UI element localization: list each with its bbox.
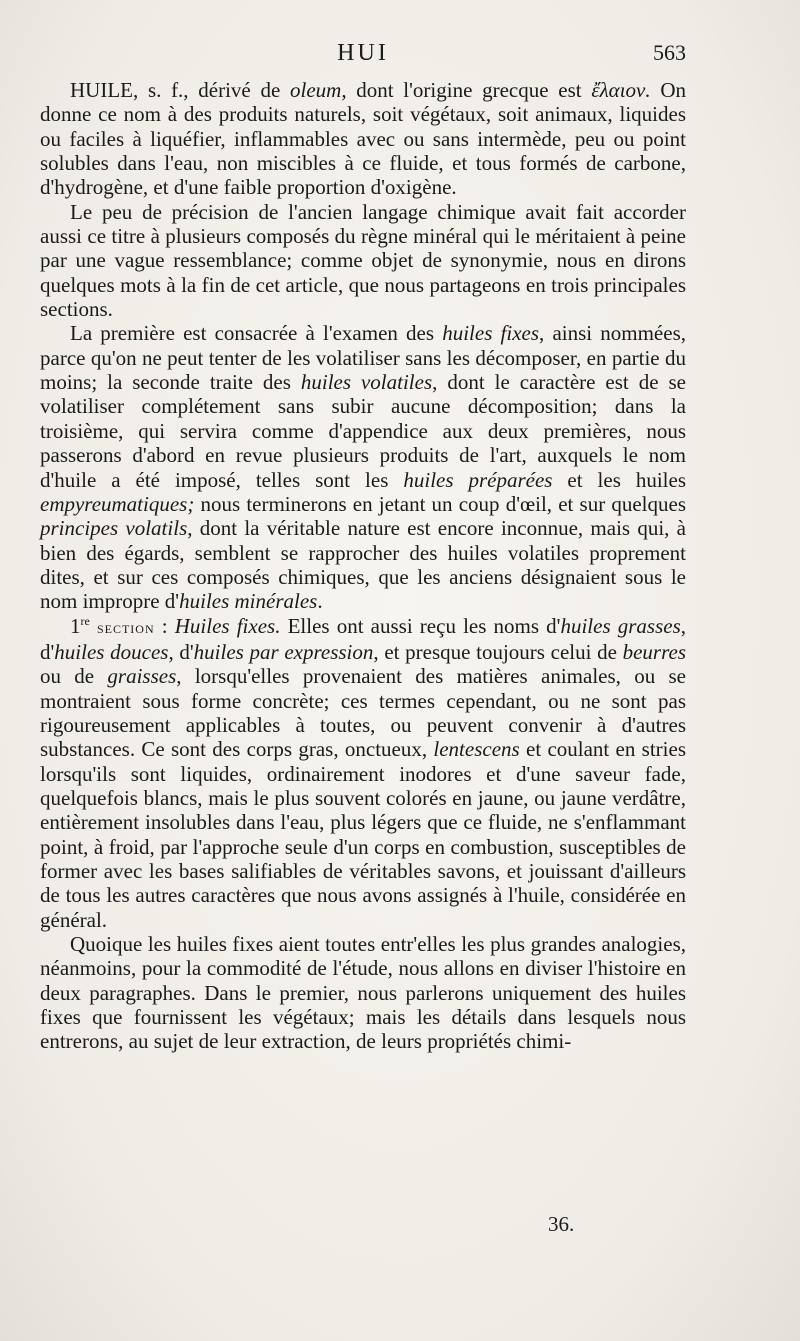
- body-text: [40, 78, 686, 1054]
- page-number: 563: [653, 40, 686, 65]
- section-number: 1: [70, 613, 81, 638]
- page-header: [40, 40, 686, 74]
- latin-term: oleum: [289, 78, 342, 102]
- paragraph-division: Quoique les huiles fixes aient toutes entr'elles les plus grandes analogies, néanmoins, pour la commodité de l'étude, nous allons en diviser l'histoire en deux paragraphes. Dans le premier, nous parlerons uniquement des huiles fixes que fournissent les végétaux; mais les détails dans lesquels nous entrerons, au sujet de leur extraction, de leurs propriétés chimi-: [40, 932, 686, 1054]
- paragraph-definition: HUILE, s. f., dérivé de oleum, dont l'origine grecque est ἔλαιον. On donne ce nom à des produits naturels, soit végétaux, soit animaux, liquides ou faciles à liquéfier, inflammables avec ou sans intermède, peu ou point solubles dans l'eau, non miscibles à ce fluide, et tous formés de carbone, d'hydrogène, et d'une faible proportion d'oxigène.: [40, 78, 686, 200]
- entry-term: HUILE: [70, 78, 133, 102]
- paragraph-section-one: 1re section : Huiles fixes. Elles ont aussi reçu les noms d'huiles grasses, d'huiles douces, d'huiles par expression, et presque toujours celui de beurres ou de graisses, lorsqu'elles provenaient des matières animales, ou se montraient sous forme concrète; ces termes cependant, ou ne sont pas rigoureusement applicables à toutes, ou peuvent convenir à d'autres substances. Ce sont des corps gras, onctueux, lentescens et coulant en stries lorsqu'ils sont liquides, ordinairement inodores et d'une saveur fade, quelquefois blancs, mais le plus souvent colorés en jaune, ou jaune verdâtre, entièrement insolubles dans l'eau, plus légers que ce fluide, ne s'enflammant point, à froid, par l'approche seule d'un corps en combustion, susceptibles de former avec les bases salifiables de véritables savons, et jouissant d'ailleurs de tous les autres caractères que nous avons assignés à l'huile, considérée en général.: [40, 613, 687, 932]
- running-head: HUI: [337, 40, 389, 66]
- paragraph-sections: La première est consacrée à l'examen des huiles fixes, ainsi nommées, parce qu'on ne peut tenter de les volatiliser sans les décomposer, en partie du moins; la seconde traite des huiles volatiles, dont le caractère est de se volatiliser complétement sans subir aucune décomposition; dans la troisième, qui servira comme d'appendice aux deux premières, nous passerons d'abord en revue plusieurs produits de l'art, auxquels le nom d'huile a été imposé, telles sont les huiles préparées et les huiles empyreumatiques; nous terminerons en jetant un coup d'œil, et sur quelques principes volatils, dont la véritable nature est encore inconnue, mais qui, à bien des égards, semblent se rapprocher des huiles volatiles proprement dites, et sur ces composés chimiques, que les anciens désignaient sous le nom impropre d'huiles minérales.: [40, 321, 686, 614]
- greek-term: ἔλαιον.: [591, 78, 651, 102]
- section-title: Huiles fixes.: [174, 613, 281, 638]
- section-label: section: [96, 617, 155, 637]
- paragraph-synonymy: Le peu de précision de l'ancien langage chimique avait fait accorder aussi ce titre à plusieurs composés du règne minéral qui le méritaient à peine par une vague ressemblance; comme objet de synonymie, nous en dirons quelques mots à la fin de cet article, que nous partageons en trois principales sections.: [40, 199, 686, 322]
- signature-mark: 36.: [548, 1212, 575, 1236]
